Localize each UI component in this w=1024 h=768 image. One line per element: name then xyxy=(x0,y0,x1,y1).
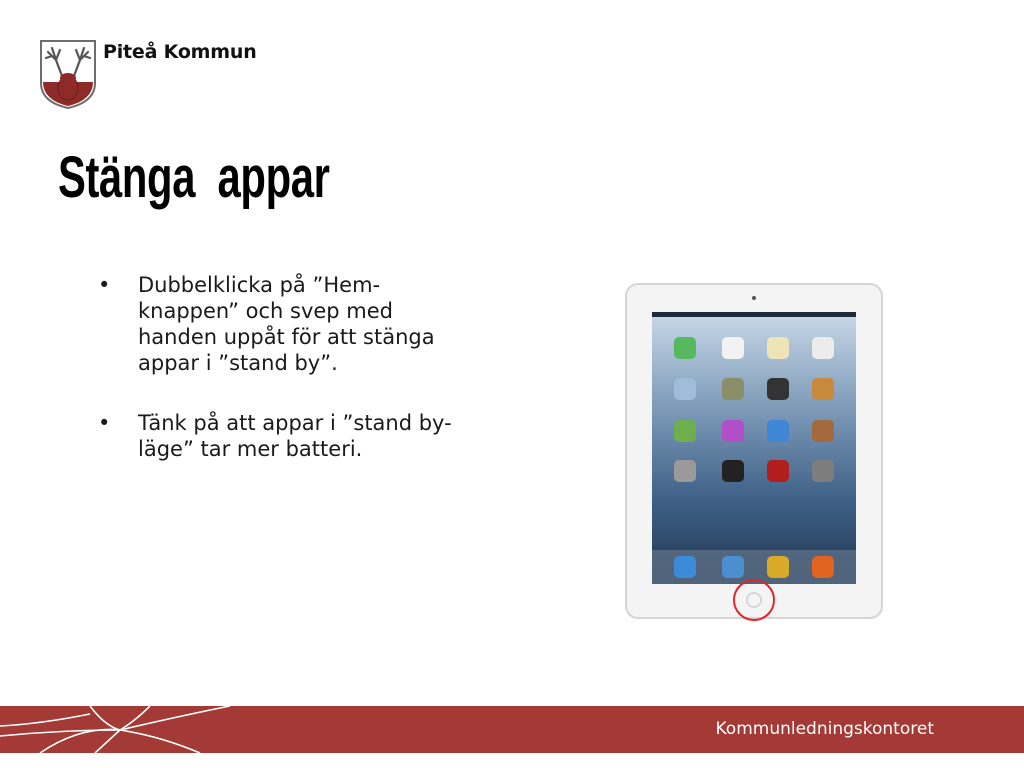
bullet-list xyxy=(98,272,478,496)
bullet-text: Tänk på att appar i ”stand by-läge” tar mer batteri. xyxy=(138,411,452,461)
decorative-lines-icon xyxy=(0,706,260,753)
bullet-marker: • xyxy=(98,411,111,435)
department-name: Kommunledningskontoret xyxy=(715,719,934,739)
bullet-item xyxy=(98,410,478,462)
bullet-marker: • xyxy=(98,273,111,297)
bullet-text: Dubbelklicka på ”Hem-knappen” och svep med handen uppåt för att stänga appar i ”stand by”. xyxy=(138,273,435,375)
bullet-item xyxy=(98,272,478,376)
footer-bar xyxy=(0,706,1024,753)
reindeer-logo-icon xyxy=(38,38,98,110)
ipad-image xyxy=(622,282,886,622)
brand-name: Piteå Kommun xyxy=(103,41,257,63)
slide-title: Stänga appar xyxy=(58,145,330,210)
